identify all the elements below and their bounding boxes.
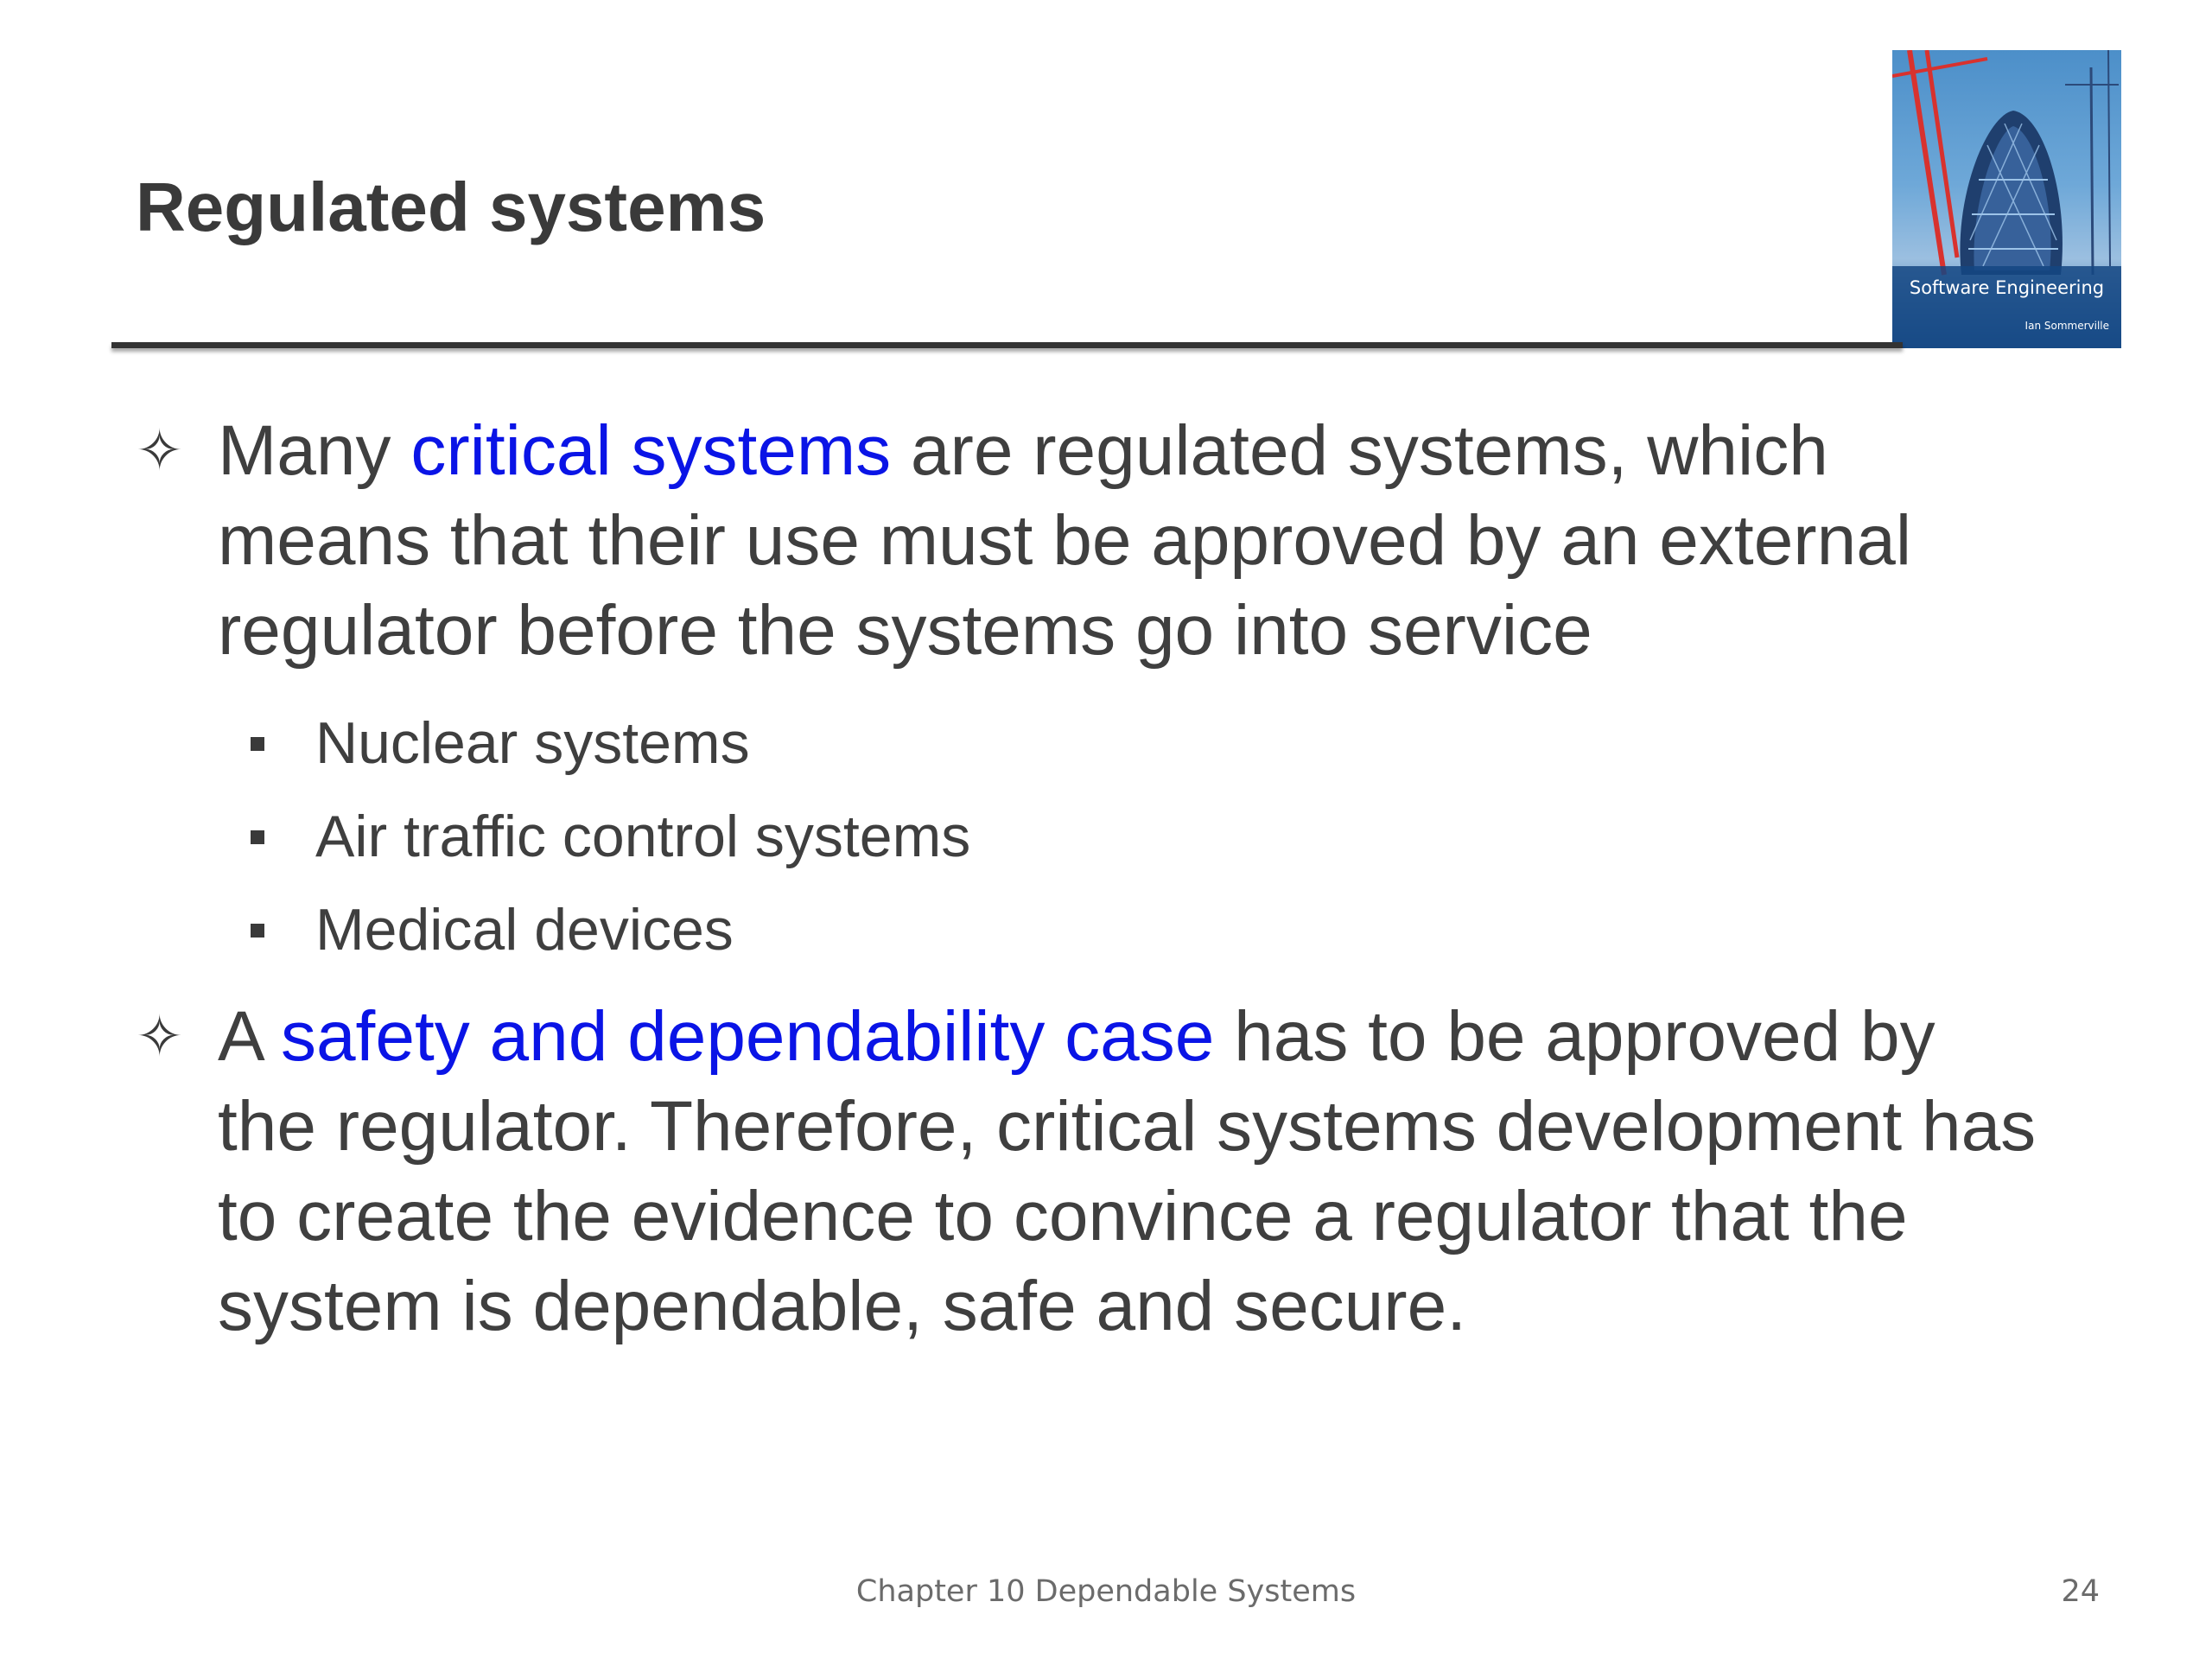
book-cover-logo <box>1892 50 2121 348</box>
sub-bullet-text: Medical devices <box>315 897 734 963</box>
book-author: Ian Sommerville <box>2024 320 2109 332</box>
bullet-text-pre: Many <box>218 411 411 490</box>
star-bullet-icon: ✧ <box>136 1003 184 1070</box>
bullet-text <box>136 406 2045 676</box>
bullet-text-post: are regulated systems, which means that their use must be approved by an external regulator before the systems go into service <box>218 411 1912 670</box>
bullet-text <box>136 992 2045 1351</box>
bullet-2 <box>136 992 2045 1351</box>
footer-page-number: 24 <box>2061 1574 2100 1609</box>
bullet-1 <box>136 406 2045 676</box>
title-divider <box>111 342 1903 348</box>
bullet-text-pre: A <box>218 997 281 1076</box>
sub-bullet-item <box>246 790 970 883</box>
star-bullet-icon: ✧ <box>136 417 184 484</box>
sub-bullet-item <box>246 696 970 790</box>
square-bullet-icon <box>251 830 264 844</box>
square-bullet-icon <box>251 924 264 938</box>
sub-bullet-item <box>246 883 970 976</box>
highlighted-term: critical systems <box>410 411 892 490</box>
book-title: Software Engineering <box>1909 277 2105 298</box>
sub-bullet-text: Nuclear systems <box>315 710 750 776</box>
highlighted-term: safety and dependability case <box>280 997 1215 1076</box>
footer-chapter: Chapter 10 Dependable Systems <box>855 1574 1357 1609</box>
square-bullet-icon <box>251 737 264 751</box>
slide-title: Regulated systems <box>136 168 766 245</box>
sub-bullet-text: Air traffic control systems <box>315 804 971 869</box>
sub-bullet-list <box>246 696 970 976</box>
bullet-text-post: has to be approved by the regulator. Therefore, critical systems development has to create the evidence to convince a regulator that the system is dependable, safe and secure. <box>218 997 2037 1345</box>
